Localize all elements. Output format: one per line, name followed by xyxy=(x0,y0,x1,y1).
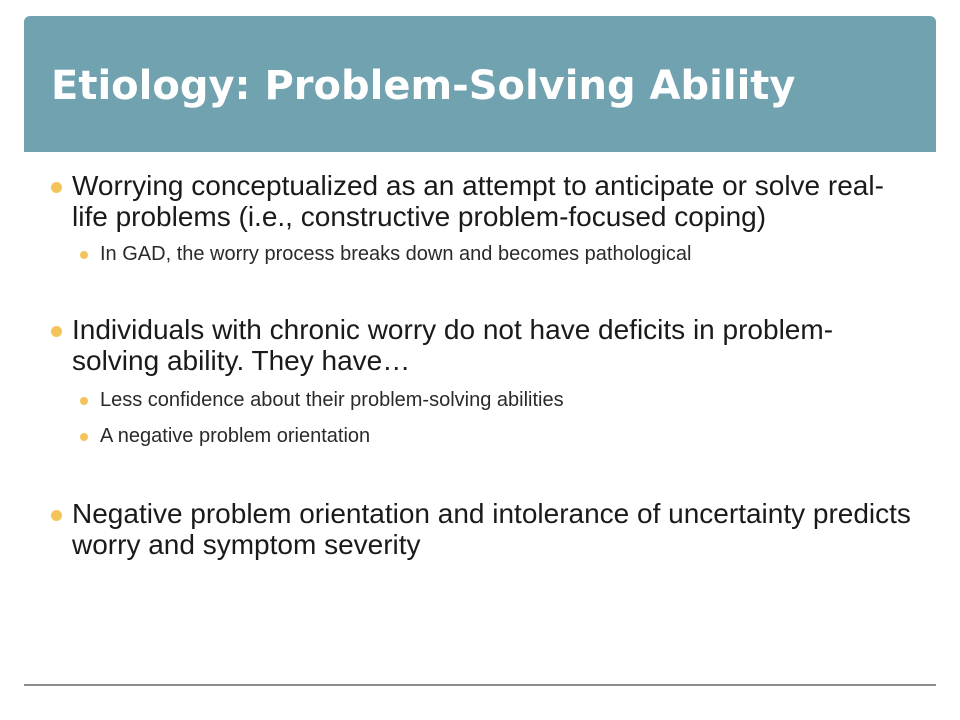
bullet-text: Individuals with chronic worry do not have deficits in problem-solving ability. They have… xyxy=(72,314,834,376)
bullet-dot-icon xyxy=(80,397,88,405)
sub-bullet-text: In GAD, the worry process breaks down and becomes pathological xyxy=(100,243,692,265)
bullet-item xyxy=(48,314,918,376)
bullet-dot-icon xyxy=(80,433,88,441)
bullet-dot-icon xyxy=(51,182,62,193)
sub-bullet-text: Less confidence about their problem-solving abilities xyxy=(100,389,564,411)
sub-bullet-text: A negative problem orientation xyxy=(100,425,371,447)
bullet-item xyxy=(48,170,918,232)
title-bar xyxy=(24,16,936,152)
bullet-text: Negative problem orientation and intolerance of uncertainty predicts worry and symptom severity xyxy=(72,498,911,560)
sub-bullet-item xyxy=(48,242,918,266)
bullet-dot-icon xyxy=(80,251,88,259)
sub-bullet-item xyxy=(48,388,918,412)
bullet-dot-icon xyxy=(51,510,62,521)
bullet-text: Worrying conceptualized as an attempt to anticipate or solve real-life problems (i.e., constructive problem-focused coping) xyxy=(72,170,884,232)
slide-content xyxy=(48,170,918,560)
bullet-item xyxy=(48,498,918,560)
slide-title: Etiology: Problem-Solving Ability xyxy=(51,63,796,109)
sub-bullet-item xyxy=(48,424,918,448)
bullet-dot-icon xyxy=(51,326,62,337)
footer-divider xyxy=(24,684,936,686)
